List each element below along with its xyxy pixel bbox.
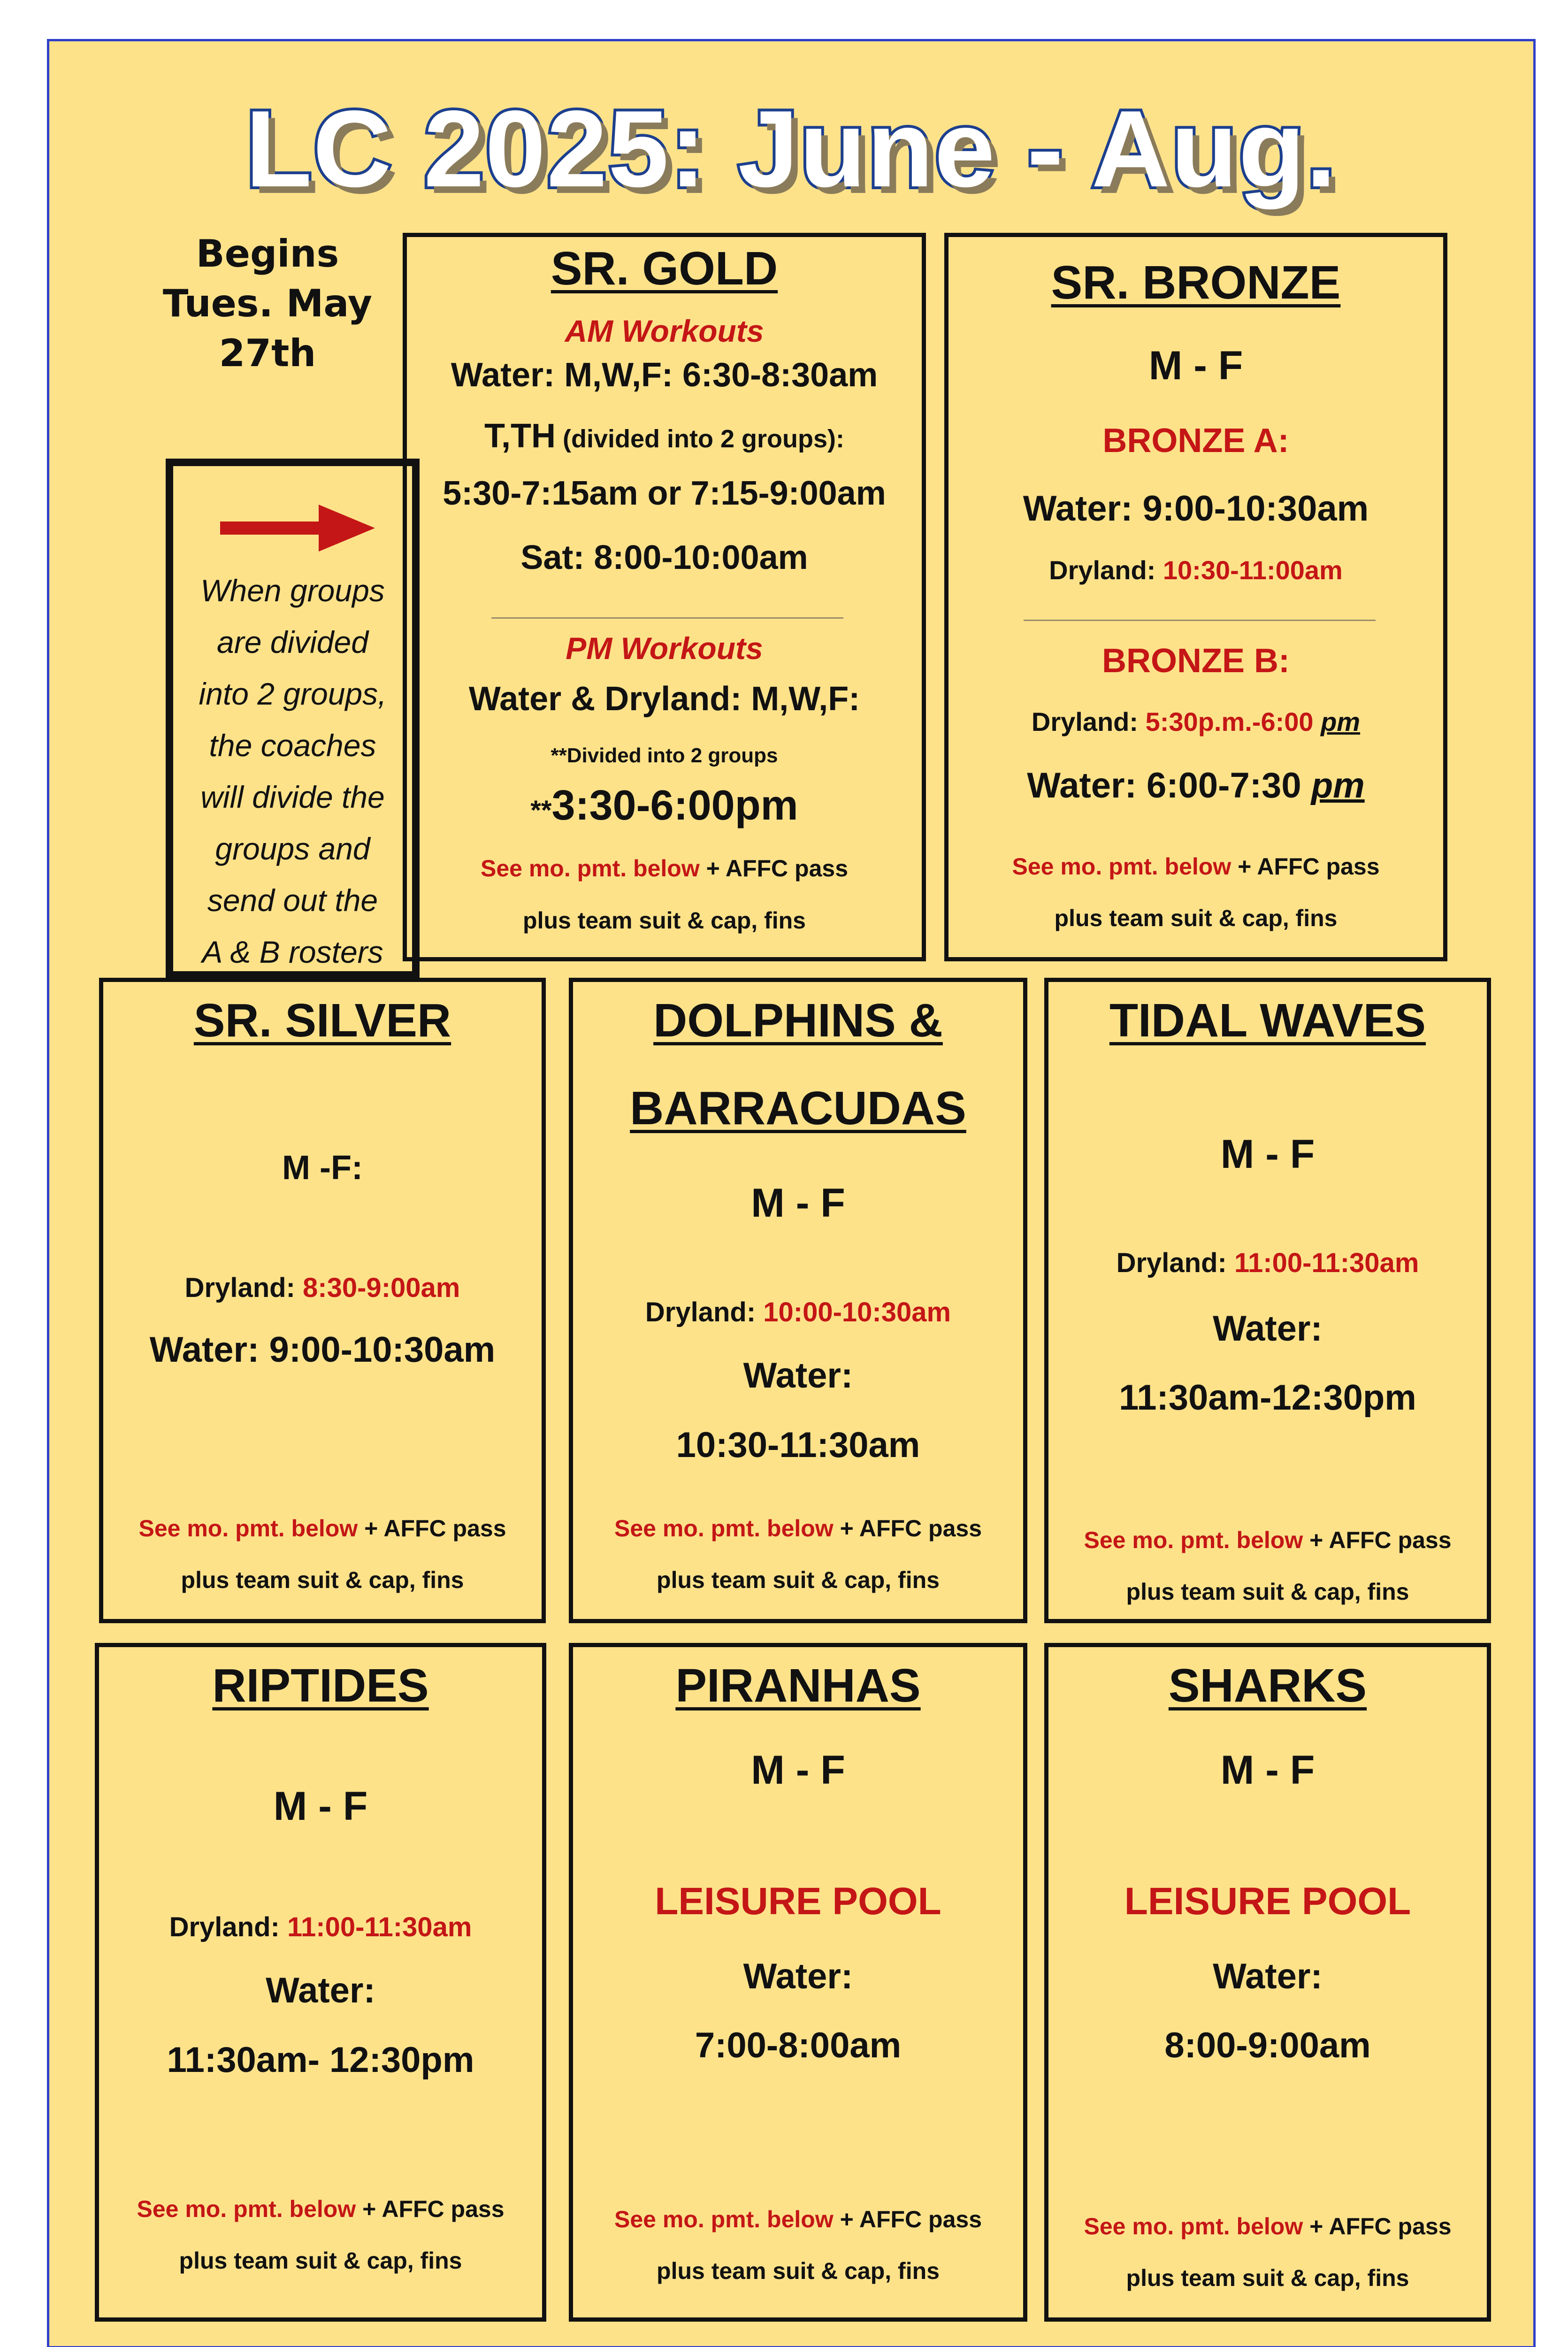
- note-line: into 2 groups,: [199, 676, 387, 711]
- water-time: Water: 6:00-7:30: [1027, 766, 1311, 805]
- dolphins-heading: DOLPHINS &: [653, 994, 943, 1047]
- water-label: Water:: [1213, 1956, 1323, 1996]
- dryland: [99, 1911, 542, 1943]
- start-date-line-3: 27th: [219, 331, 316, 375]
- payment-note-red: See mo. pmt. below: [480, 855, 700, 882]
- bronze-a-water: Water: 9:00-10:30am: [1023, 489, 1369, 529]
- water-time: 7:00-8:00am: [695, 2025, 902, 2065]
- note-line: A & B rosters: [202, 935, 383, 969]
- bronze-b-dryland: [948, 706, 1443, 737]
- suit-note: plus team suit & cap, fins: [1054, 905, 1338, 931]
- tth-note: (divided into 2 groups):: [556, 425, 844, 453]
- payment-note-red: See mo. pmt. below: [614, 1515, 834, 1542]
- riptides-heading: RIPTIDES: [212, 1659, 429, 1712]
- days: M - F: [751, 1748, 845, 1793]
- tth-schedule: [407, 417, 922, 455]
- affc-pass: + AFFC pass: [833, 2206, 982, 2232]
- dolphins-barracudas-card: [569, 978, 1027, 1623]
- payment-note-red: See mo. pmt. below: [138, 1515, 358, 1542]
- affc-pass: + AFFC pass: [356, 2196, 505, 2222]
- days: M - F: [273, 1784, 368, 1829]
- sharks-card: [1044, 1643, 1491, 2322]
- groups-note-text: [173, 565, 412, 978]
- water-label: Water:: [266, 1971, 375, 2010]
- days: M - F: [1148, 343, 1243, 388]
- leisure-pool-label: LEISURE POOL: [655, 1880, 941, 1923]
- dryland-time: 10:00-10:30am: [763, 1297, 951, 1327]
- riptides-card: [95, 1643, 546, 2322]
- divider: [1024, 620, 1376, 621]
- water-pm: pm: [1311, 766, 1365, 805]
- barracudas-heading: BARRACUDAS: [630, 1082, 966, 1135]
- start-date-line-2: Tues. May: [162, 282, 373, 325]
- am-water-schedule: Water: M,W,F: 6:30-8:30am: [451, 356, 878, 394]
- divider: [491, 617, 843, 619]
- pm-water-schedule: Water & Dryland: M,W,F:: [468, 680, 860, 718]
- tth-times: 5:30-7:15am or 7:15-9:00am: [443, 475, 886, 512]
- pm-workouts-label: PM Workouts: [566, 631, 763, 666]
- page-title: LC 2025: June - Aug.: [245, 88, 1337, 210]
- payment-note: [407, 855, 922, 882]
- payment-note-red: See mo. pmt. below: [1012, 853, 1231, 880]
- dryland-label: Dryland:: [1116, 1248, 1234, 1278]
- water-time: 10:30-11:30am: [676, 1425, 920, 1465]
- days: M - F: [751, 1181, 845, 1226]
- suit-note: plus team suit & cap, fins: [657, 1567, 940, 1593]
- affc-pass: + AFFC pass: [358, 1515, 506, 1542]
- tth-days: T,TH: [484, 417, 556, 455]
- dryland-pm: pm: [1321, 707, 1361, 736]
- note-line: will divide the: [200, 780, 385, 814]
- pm-time-value: 3:30-6:00pm: [551, 782, 798, 829]
- sat-schedule: Sat: 8:00-10:00am: [520, 539, 808, 576]
- start-date-line-1: Begins: [196, 232, 339, 276]
- note-line: groups and: [215, 831, 370, 866]
- sr-gold-card: [403, 233, 926, 961]
- dryland-label: Dryland:: [645, 1297, 764, 1327]
- dryland-label: Dryland:: [169, 1912, 287, 1942]
- dryland: [573, 1296, 1023, 1328]
- dryland-label: Dryland:: [1049, 555, 1163, 585]
- payment-note-red: See mo. pmt. below: [1084, 1527, 1303, 1553]
- days: M - F: [1220, 1132, 1315, 1177]
- bronze-a-dryland: [948, 555, 1443, 585]
- affc-pass: + AFFC pass: [1231, 853, 1380, 880]
- schedule-page: [47, 39, 1536, 2347]
- payment-note-red: See mo. pmt. below: [614, 2206, 834, 2232]
- water-label: Water:: [743, 1956, 853, 1996]
- payment-note: [573, 2206, 1023, 2233]
- affc-pass: + AFFC pass: [833, 1515, 982, 1542]
- note-line: are divided: [217, 625, 368, 660]
- dryland-time: 8:30-9:00am: [303, 1273, 460, 1303]
- bronze-b-water: [948, 765, 1443, 806]
- sr-silver-card: [99, 978, 546, 1623]
- sr-bronze-card: [944, 233, 1447, 961]
- payment-note: [103, 1515, 542, 1542]
- dryland-time: 11:00-11:30am: [287, 1912, 472, 1942]
- affc-pass: + AFFC pass: [1303, 1527, 1452, 1553]
- tidal-waves-card: [1044, 978, 1491, 1623]
- groups-note-box: [166, 459, 420, 979]
- water: Water: 9:00-10:30am: [149, 1330, 496, 1370]
- suit-note: plus team suit & cap, fins: [1126, 1579, 1409, 1605]
- payment-note: [1048, 2213, 1487, 2240]
- dryland-label: Dryland:: [184, 1273, 303, 1303]
- note-line: send out the: [207, 883, 378, 918]
- water-time: 11:30am- 12:30pm: [167, 2040, 474, 2080]
- suit-note: plus team suit & cap, fins: [657, 2258, 940, 2284]
- right-arrow-icon: [220, 505, 375, 552]
- water-time: 11:30am-12:30pm: [1119, 1378, 1416, 1418]
- pm-time: [407, 782, 922, 830]
- am-workouts-label: AM Workouts: [565, 314, 764, 348]
- payment-note: [573, 1515, 1023, 1542]
- dryland-time: 10:30-11:00am: [1163, 555, 1343, 585]
- water-label: Water:: [1213, 1309, 1323, 1349]
- affc-pass: + AFFC pass: [699, 855, 849, 882]
- water-time: 8:00-9:00am: [1164, 2025, 1371, 2065]
- start-date: [115, 229, 420, 378]
- suit-note: plus team suit & cap, fins: [181, 1567, 464, 1593]
- suit-note: plus team suit & cap, fins: [1126, 2265, 1409, 2291]
- piranhas-heading: PIRANHAS: [675, 1659, 921, 1712]
- payment-note: [948, 853, 1443, 880]
- suit-note: plus team suit & cap, fins: [179, 2247, 462, 2274]
- dryland-time: 5:30p.m.-6:00: [1145, 707, 1321, 736]
- bronze-b-label: BRONZE B:: [1102, 642, 1290, 680]
- suit-note: plus team suit & cap, fins: [523, 907, 806, 934]
- sharks-heading: SHARKS: [1168, 1659, 1367, 1712]
- sr-gold-heading: SR. GOLD: [551, 242, 778, 295]
- dryland-label: Dryland:: [1031, 707, 1146, 736]
- dryland-time: 11:00-11:30am: [1234, 1248, 1419, 1278]
- affc-pass: + AFFC pass: [1303, 2213, 1452, 2240]
- pm-prefix: **: [530, 795, 552, 826]
- payment-note-red: See mo. pmt. below: [1084, 2213, 1303, 2240]
- payment-note: [1048, 1526, 1487, 1554]
- sr-silver-heading: SR. SILVER: [193, 994, 451, 1047]
- dryland: [1048, 1247, 1487, 1279]
- days: M -F:: [282, 1149, 363, 1187]
- payment-note-red: See mo. pmt. below: [137, 2196, 356, 2222]
- days: M - F: [1220, 1748, 1315, 1793]
- payment-note: [99, 2195, 542, 2223]
- note-line: the coaches: [209, 728, 376, 763]
- water-label: Water:: [743, 1356, 853, 1396]
- dryland: [103, 1272, 542, 1304]
- sr-bronze-heading: SR. BRONZE: [1051, 256, 1341, 309]
- piranhas-card: [569, 1643, 1027, 2322]
- pm-divided-note: **Divided into 2 groups: [551, 744, 778, 767]
- bronze-a-label: BRONZE A:: [1102, 422, 1289, 460]
- leisure-pool-label: LEISURE POOL: [1124, 1880, 1411, 1923]
- note-line: When groups: [200, 573, 385, 608]
- tidal-waves-heading: TIDAL WAVES: [1109, 994, 1426, 1047]
